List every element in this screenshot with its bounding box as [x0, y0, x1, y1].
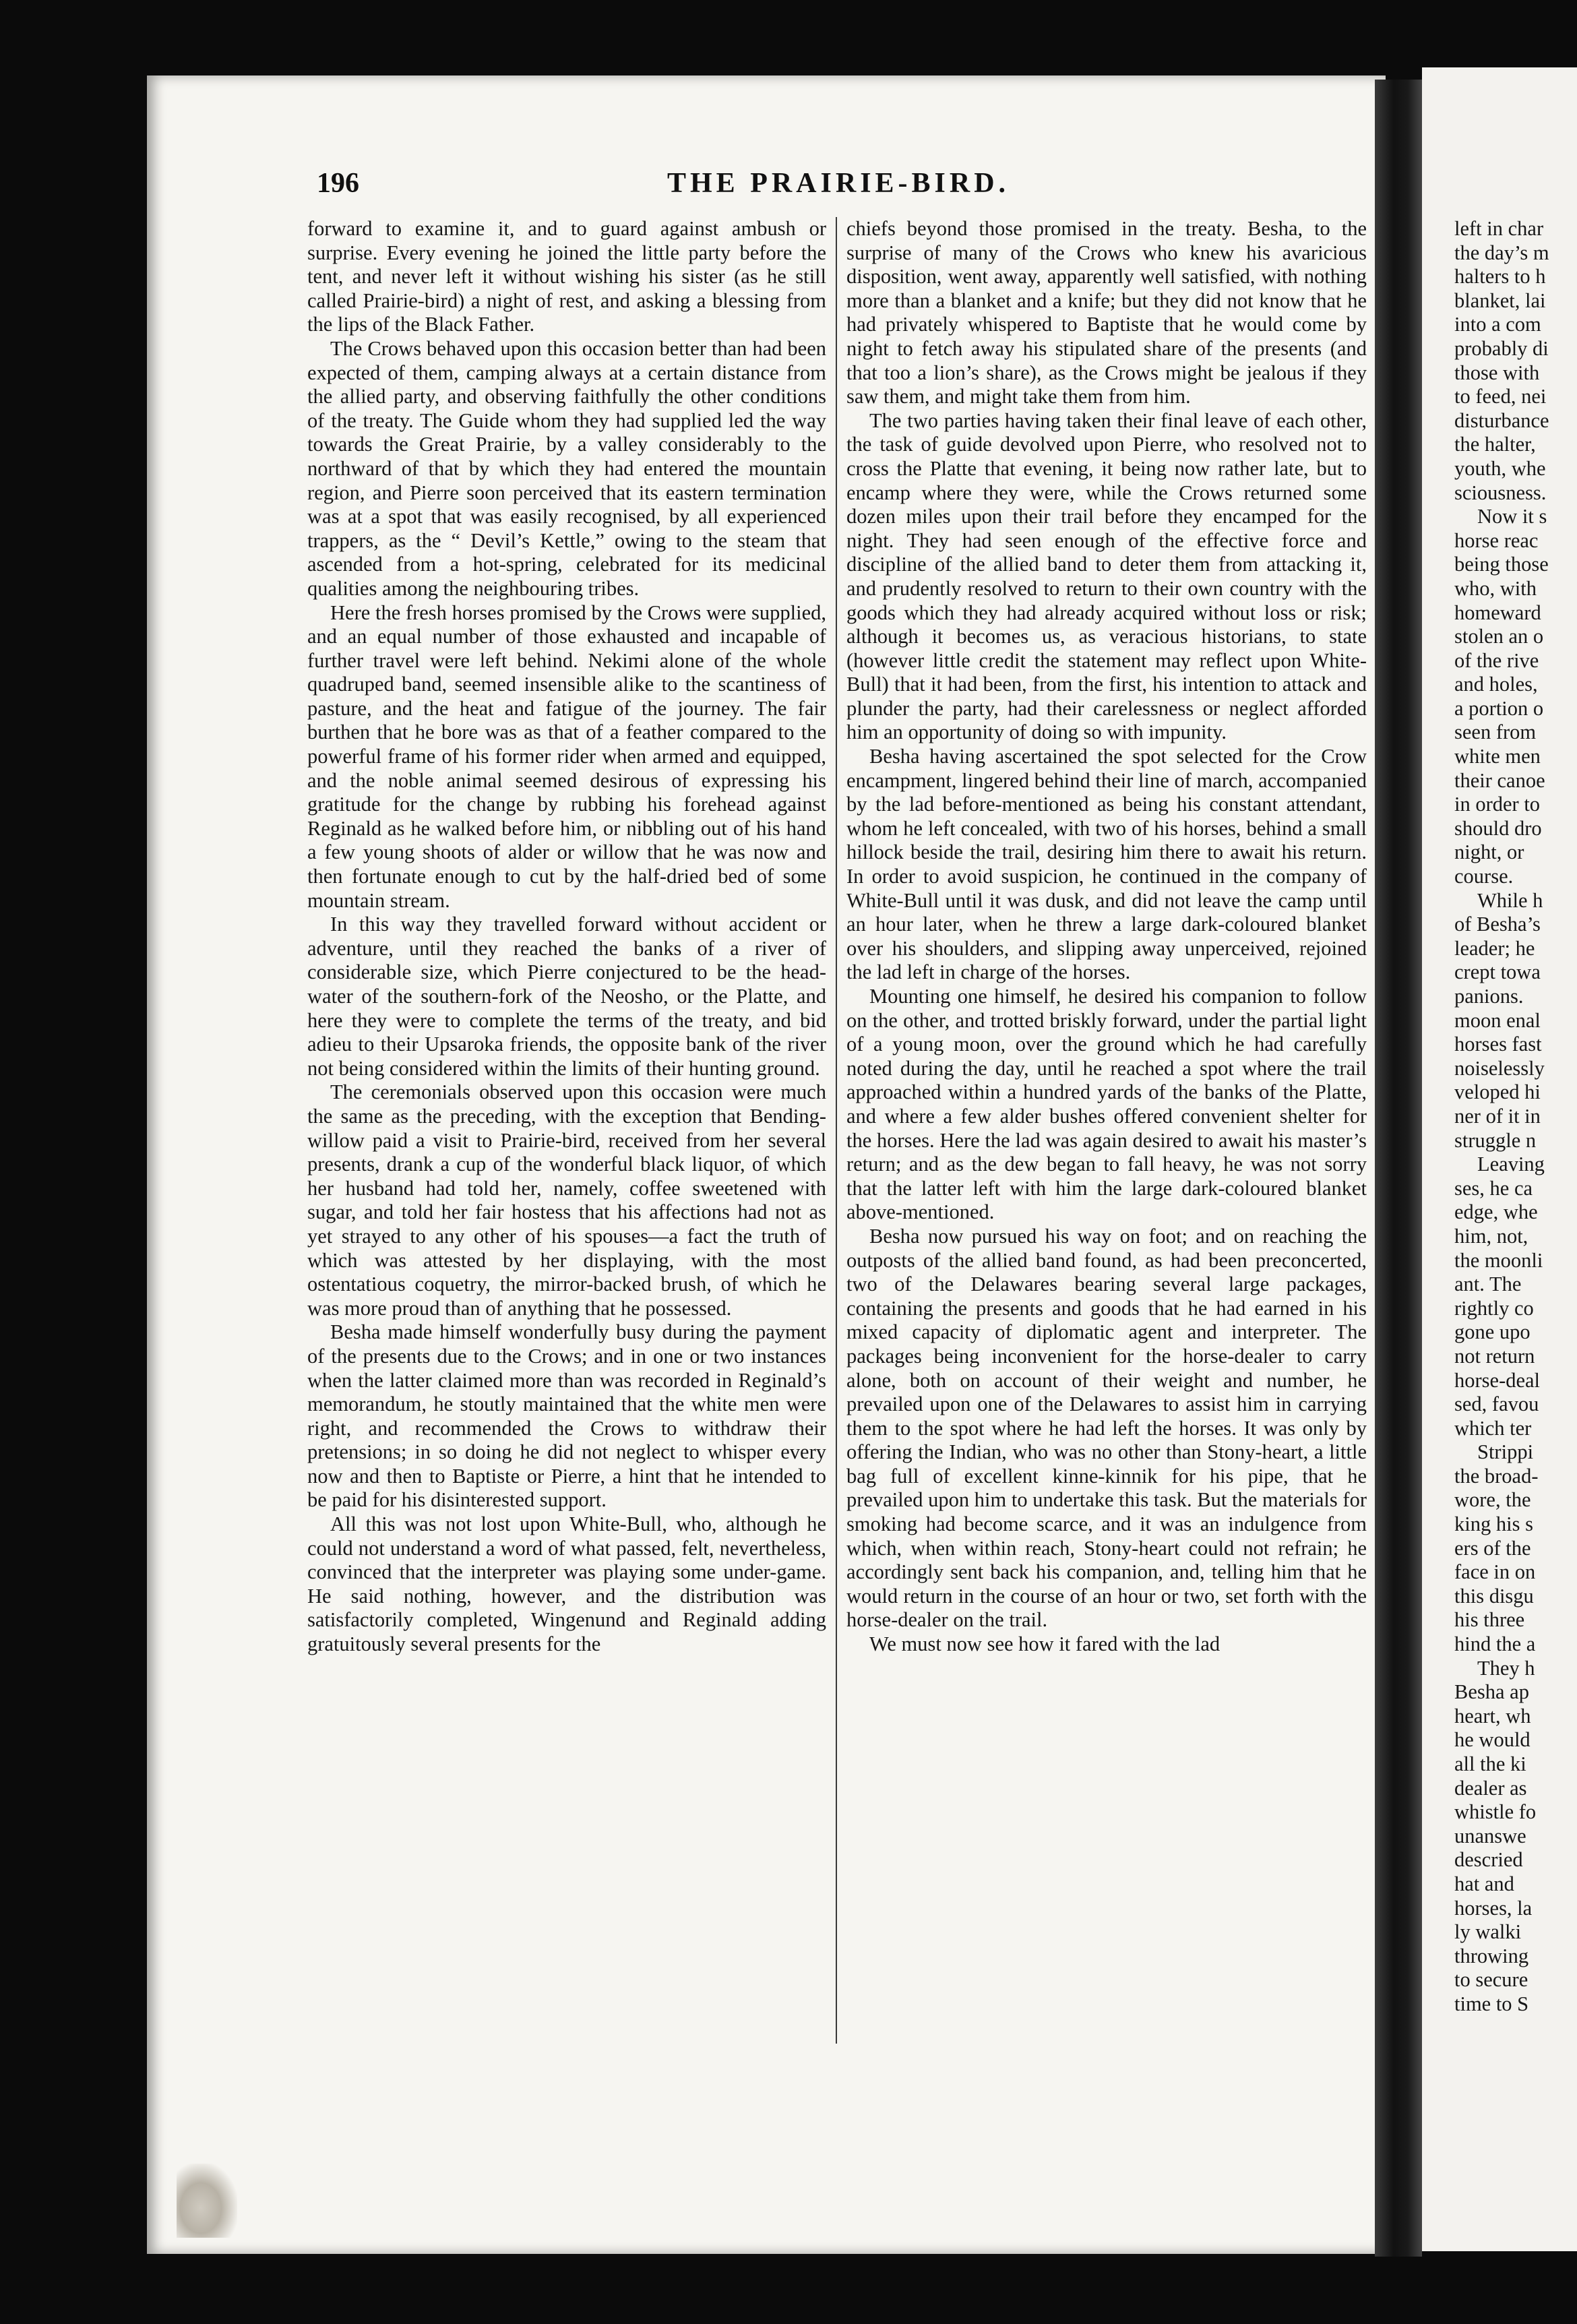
facing-page-line: Now it s [1477, 505, 1547, 528]
facing-page-line: white men [1454, 745, 1541, 768]
facing-page-line: horse-deal [1454, 1368, 1541, 1392]
facing-page-line: he would [1454, 1728, 1530, 1752]
facing-page-line: horses fast [1454, 1033, 1542, 1056]
facing-page-line: wore, the [1454, 1488, 1531, 1512]
facing-page-line: course. [1454, 865, 1514, 888]
facing-page-line: edge, whe [1454, 1200, 1538, 1224]
facing-page-line: their canoe [1454, 768, 1545, 792]
facing-page-line: rightly co [1454, 1296, 1534, 1320]
facing-page-line: unanswe [1454, 1824, 1526, 1847]
facing-page-column [1454, 217, 1577, 2017]
facing-page-line: sciousness. [1454, 481, 1547, 504]
facing-page-line: which ter [1454, 1416, 1532, 1440]
paper-stain [177, 2164, 237, 2238]
facing-page-line: ner of it in [1454, 1104, 1541, 1128]
facing-page-line: stolen an o [1454, 625, 1544, 648]
paragraph: The two parties having taken their final leave of each other, the task of guide devolved upon Pierre, who resolved not to cross the Platte that evening, it being now rather late, but to encamp where they were, while the Crows returned some dozen miles upon their trail before they encamped for the night. They had seen enough of the effective force and discipline of the allied band to deter them from attacking it, and prudently resolved to return to their own country with the goods which they had already acquired without loss or risk; although it becomes us, as veracious historians, to state (however little credit the statement may reflect upon White-Bull) that it had been, from the first, his intention to attack and plunder the party, had their carelessness or neglect afforded him an opportunity of doing so with impunity. [846, 408, 1367, 744]
facing-page-line: throwing [1454, 1944, 1529, 1967]
facing-page-line: ers of the [1454, 1536, 1531, 1560]
facing-page-line: heart, wh [1454, 1704, 1531, 1727]
paragraph: In this way they travelled forward without accident or adventure, until they reached the banks of a river of considerable size, which Pierre conjectured to be the head-water of the southern-fork of the Neosho, or the Platte, and here they were to complete the terms of the treaty, and bid adieu to their Upsaroka friends, the opposite bank of the river not being considered within the limits of their hunting ground. [307, 913, 826, 1080]
facing-page-line: They h [1477, 1656, 1535, 1680]
facing-page-line: veloped hi [1454, 1080, 1541, 1104]
facing-page-line: leader; he [1454, 936, 1535, 960]
middle-text-column [846, 217, 1367, 1657]
facing-page-line: who, with [1454, 576, 1537, 600]
facing-page-line: sed, favou [1454, 1393, 1539, 1416]
facing-page-line: blanket, lai [1454, 288, 1546, 312]
facing-page-line: being those [1454, 553, 1549, 576]
paragraph: Mounting one himself, he desired his companion to follow on the other, and trotted briskly forward, under the partial light of a young moon, over the ground which he had carefully noted during the day, until he reached a spot where the trail approached within a hundred yards of the banks of the Platte, and where a few alder bushes offered convenient shelter for the horses. Here the lad was again desired to await his master’s return; and as the dew began to fall heavy, he was not sorry that the latter left with him the large dark-coloured blanket above-mentioned. [846, 985, 1367, 1224]
column-divider [836, 217, 837, 2044]
facing-page-line: should dro [1454, 816, 1542, 840]
facing-page-edge [1422, 67, 1577, 2251]
paragraph: chiefs beyond those promised in the treaty. Besha, to the surprise of many of the Crows who knew his avaricious disposition, went away, apparently well satisfied, with nothing more than a blanket and a knife; but they did not know that he had privately whispered to Baptiste that he would come by night to fetch away his stipulated share of the presents (and that too a lion’s share), as the Crows might be jealous if they saw them, and might take them from him. [846, 217, 1367, 408]
facing-page-line: disturbance [1454, 408, 1549, 432]
facing-page-line: in order to [1454, 793, 1541, 816]
paragraph: Here the fresh horses promised by the Crows were supplied, and an equal number of those exhausted and incapable of further travel were left behind. Nekimi alone of the whole quadruped band, seemed insensible alike to the scantiness of pasture, and the heat and fatigue of the journey. The fair burthen that he bore was as that of a feather compared to the powerful frame of his former rider when armed and equipped, and the noble animal seemed desirous of expressing his gratitude for the change by rubbing his forehead against Reginald as he walked before him, or nibbling out of his hand a few young shoots of alder or willow that he was now and then fortunate enough to cut by the half-dried bed of some mountain stream. [307, 601, 826, 912]
facing-page-line: to feed, nei [1454, 385, 1547, 408]
facing-page-line: seen from [1454, 721, 1537, 744]
facing-page-line: night, or [1454, 840, 1524, 864]
paragraph: Besha now pursued his way on foot; and on reaching the outposts of the allied band found, as had been preconcerted, two of the Delawares bearing several large packages, containing the presents and goods that he had earned in his mixed capacity of diplomatic agent and interpreter. The packages being inconvenient for the horse-dealer to carry alone, both on account of their weight and number, he prevailed upon one of the Delawares to assist him in carrying them to the spot where he had left the horses. It was only by offering the Indian, who was no other than Stony-heart, a little bag full of excellent kinne-kinnik for his pipe, that he prevailed upon him to undertake this task. But the materials for smoking had become scarce, and it was an indulgence from which, when within reach, Stony-heart could not refrain; he accordingly sent back his companion, and, telling him that he would return in the course of an hour or two, set forth with the horse-dealer on the trail. [846, 1224, 1367, 1632]
facing-page-line: those with [1454, 361, 1540, 384]
paragraph: We must now see how it fared with the lad [869, 1632, 1220, 1656]
facing-page-line: hind the a [1454, 1632, 1536, 1656]
facing-page-line: horses, la [1454, 1896, 1533, 1920]
facing-page-line: and holes, [1454, 673, 1538, 696]
facing-page-line: into a com [1454, 313, 1541, 336]
facing-page-line: face in on [1454, 1560, 1536, 1584]
facing-page-line: the halter, [1454, 433, 1536, 456]
facing-page-line: homeward [1454, 601, 1541, 624]
running-title: THE PRAIRIE-BIRD. [667, 168, 1010, 199]
page-header [317, 167, 1368, 208]
paragraph: The ceremonials observed upon this occasion were much the same as the preceding, with the exception that Bending-willow paid a visit to Prairie-bird, received from her several presents, drank a cup of the wonderful black liquor, of which her husband had told her, namely, coffee sweetened with sugar, and told her fair hostess that his affections had not as yet strayed to any other of his spouses—a fact the truth of which was attested by her displaying, with the most ostentatious coquetry, the mirror-backed brush, of which he was more proud than of anything that he possessed. [307, 1080, 826, 1320]
book-gutter [1375, 80, 1422, 2257]
facing-page-line: probably di [1454, 336, 1549, 360]
paragraph: Besha made himself wonderfully busy during the payment of the presents due to the Crows; and in one or two instances when the latter claimed more than was recorded in Reginald’s memorandum, he stoutly maintained that the white men were right, and recommended the Crows to withdraw their pretensions; in so doing he did not neglect to whisper every now and then to Baptiste or Pierre, a hint that he intended to be paid for his disinterested support. [307, 1320, 826, 1512]
facing-page-line: noiselessly [1454, 1056, 1545, 1080]
facing-page-line: ses, he ca [1454, 1176, 1533, 1200]
facing-page-line: to secure [1454, 1968, 1528, 1992]
facing-page-line: hat and [1454, 1872, 1514, 1895]
facing-page-line: not return [1454, 1344, 1535, 1368]
facing-page-line: While h [1477, 888, 1543, 912]
facing-page-line: the broad- [1454, 1464, 1539, 1488]
facing-page-line: Besha ap [1454, 1680, 1529, 1704]
left-text-column [307, 217, 826, 1657]
facing-page-line: a portion o [1454, 696, 1544, 720]
facing-page-line: dealer as [1454, 1776, 1527, 1800]
facing-page-line: struggle n [1454, 1128, 1537, 1152]
facing-page-line: of Besha’s [1454, 913, 1541, 936]
facing-page-line: gone upo [1454, 1320, 1530, 1344]
facing-page-line: the day’s m [1454, 241, 1549, 264]
facing-page-line: time to S [1454, 1992, 1529, 2015]
facing-page-line: him, not, [1454, 1224, 1528, 1248]
facing-page-line: left in char [1454, 217, 1544, 240]
facing-page-line: this disgu [1454, 1584, 1534, 1608]
facing-page-line: his three [1454, 1608, 1525, 1632]
facing-page-line: Strippi [1477, 1440, 1534, 1464]
facing-page-line: descried [1454, 1848, 1523, 1872]
facing-page-line: Leaving [1477, 1153, 1545, 1176]
facing-page-line: panions. [1454, 985, 1524, 1008]
facing-page-line: halters to h [1454, 265, 1546, 288]
paragraph: forward to examine it, and to guard against ambush or surprise. Every evening he joined the little party before the tent, and never left it without wishing his sister (as he still called Prairie-bird) a night of rest, and asking a blessing from the lips of the Black Father. [307, 217, 826, 336]
facing-page-line: crept towa [1454, 960, 1541, 984]
facing-page-line: king his s [1454, 1512, 1533, 1536]
facing-page-line: ant. The [1454, 1273, 1522, 1296]
facing-page-line: of the rive [1454, 648, 1539, 672]
facing-page-line: whistle fo [1454, 1800, 1537, 1824]
facing-page-line: the moonli [1454, 1248, 1543, 1272]
facing-page-line: moon enal [1454, 1008, 1541, 1032]
facing-page-line: ly walki [1454, 1920, 1522, 1944]
facing-page-line: all the ki [1454, 1752, 1526, 1775]
paragraph: All this was not lost upon White-Bull, who, although he could not understand a word of what passed, felt, nevertheless, convinced that the interpreter was playing some under-game. He said nothing, however, and the distribution was satisfactorily completed, Wingenund and Reginald adding gratuitously several presents for the [307, 1512, 826, 1656]
facing-page-line: horse reac [1454, 528, 1539, 552]
paragraph: The Crows behaved upon this occasion better than had been expected of them, camping always at a certain distance from the allied party, and observing faithfully the other conditions of the treaty. The Guide whom they had supplied led the way towards the Great Prairie, by a valley considerably to the northward of that by which they had entered the mountain region, and Pierre soon perceived that its eastern termination was at a spot that was easily recognised, by all experienced trappers, as the “ Devil’s Kettle,” owing to the steam that ascended from a hot-spring, celebrated for its medicinal qualities among the neighbouring tribes. [307, 336, 826, 600]
page-number: 196 [317, 168, 359, 199]
paragraph: Besha having ascertained the spot selected for the Crow encampment, lingered behind their line of march, accompanied by the lad before-mentioned as being his constant attendant, whom he left concealed, with two of his horses, behind a small hillock beside the trail, desiring him there to await his return. In order to avoid suspicion, he continued in the company of White-Bull until it was dusk, and did not leave the camp until an hour later, when he threw a large dark-coloured blanket over his shoulders, and slipping away unperceived, rejoined the lad left in charge of the horses. [846, 745, 1367, 984]
facing-page-line: youth, whe [1454, 456, 1546, 480]
